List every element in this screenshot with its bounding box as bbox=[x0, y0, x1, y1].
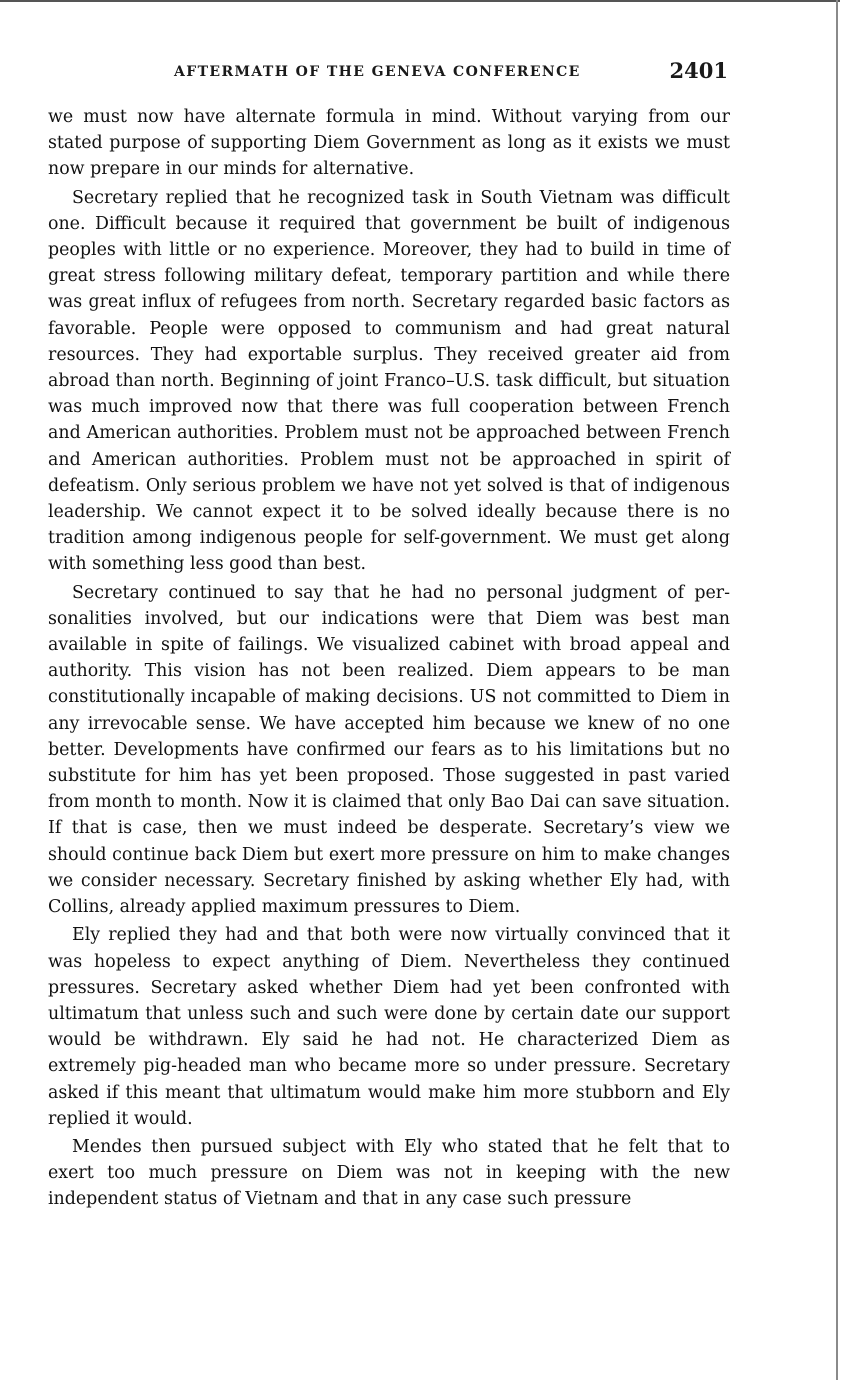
paragraph: Secretary continued to say that he had no personal judgment of personalities involved, but our indications were that Diem was best man available in spite of failings. We visualized cabinet with broad appeal and authority. This vision has not been realized. Diem appears to be man constitutionally incapable of making decisions. US not committed to Diem in any irrevocable sense. We have accepted him because we knew of no one better. Developments have confirmed our fears as to his limitations but no substitute for him has yet been proposed. Those suggested in past varied from month to month. Now it is claimed that only Bao Dai can save situation. If that is case, then we must indeed be desperate. Secretary’s view we should continue back Diem but exert more pressure on him to make changes we consider necessary. Secretary finished by asking whether Ely had, with Collins, already applied maximum pressures to Diem. bbox=[48, 582, 730, 918]
running-head: AFTERMATH OF THE GENEVA CONFERENCE bbox=[174, 64, 581, 80]
paragraph-continued: we must now have alternate formula in mind. Without varying from our stated purpose of supporting Diem Government as long as it exists we must now prepare in our minds for alternative. bbox=[48, 107, 730, 180]
page-number: 2401 bbox=[669, 58, 728, 83]
paragraph: Mendes then pursued subject with Ely who stated that he felt that to exert too much pressure on Diem was not in keeping with the new independent status of Vietnam and that in any case such pressure bbox=[48, 1136, 730, 1210]
paragraph: Secretary replied that he recognized task in South Vietnam was difficult one. Difficult because it required that government be built of indigenous peoples with little or no experience. Moreover, they had to build in time of great stress following military defeat, temporary partition and while there was great influx of refugees from north. Secretary regarded basic factors as favorable. People were opposed to communism and had great natural resources. They had exportable surplus. They received greater aid from abroad than north. Beginning of joint Franco–U.S. task difficult, but situation was much improved now that there was full cooperation between French and American authorities. Problem must not be approached between French and American authorities. Problem must not be approached in spirit of defeatism. Only serious problem we have not yet solved is that of indigenous leadership. We cannot expect it to be solved ideally because there is no tradition among indigenous people for self-government. We must get along with something less good than best. bbox=[48, 187, 730, 575]
page-top-edge bbox=[0, 0, 840, 2]
paragraph: Ely replied they had and that both were now virtually convinced that it was hopeless to expect anything of Diem. Nevertheless they continued pressures. Secretary asked whether Diem had yet been confronted with ultimatum that unless such and such were done by certain date our support would be withdrawn. Ely said he had not. He characterized Diem as extremely pig-headed man who became more so under pressure. Secretary asked if this meant that ultimatum would make him more stubborn and Ely replied it would. bbox=[48, 925, 730, 1129]
body-text bbox=[48, 104, 730, 1213]
page-header bbox=[48, 58, 730, 88]
page-right-edge bbox=[836, 0, 838, 1380]
